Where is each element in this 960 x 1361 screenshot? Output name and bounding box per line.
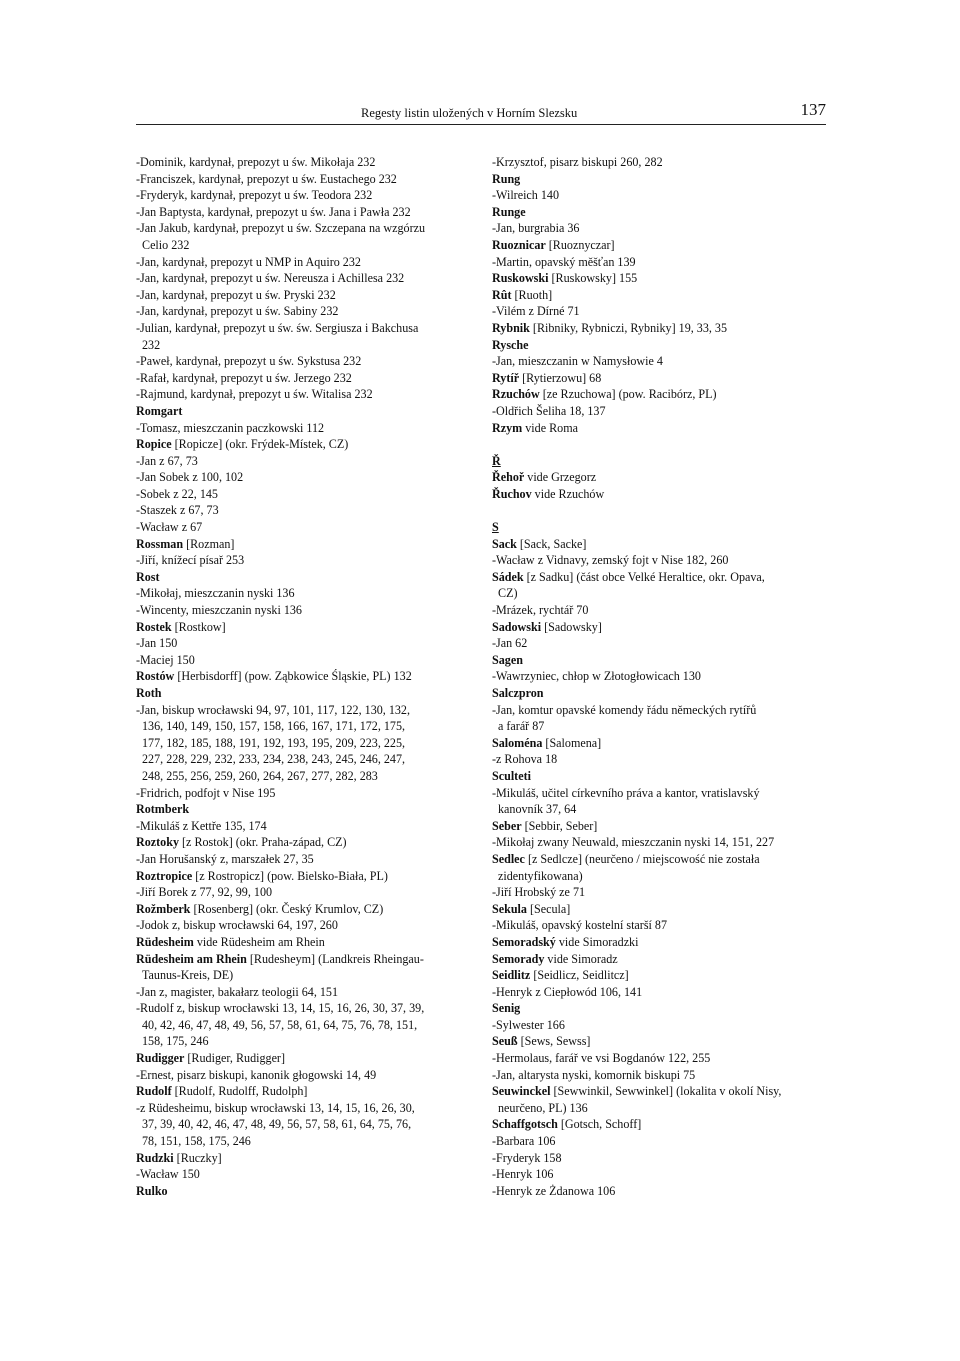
index-headword-line <box>492 237 832 254</box>
index-entry-line <box>136 370 471 387</box>
index-headword-line <box>492 818 832 835</box>
headword: Ruskowski <box>492 271 549 286</box>
page-number: 137 <box>800 100 826 119</box>
headword: Řuchov <box>492 486 532 501</box>
index-headword-line <box>492 951 832 968</box>
headword: Sack <box>492 536 517 551</box>
entry-text: [z Sedlcze] (neurčeno / miejscowość nie została <box>524 851 760 866</box>
index-headword-line <box>492 569 832 586</box>
entry-text: [Ropicze] (okr. Frýdek-Místek, CZ) <box>171 437 349 452</box>
index-entry-line <box>136 1067 471 1084</box>
index-entry-line <box>136 884 471 901</box>
index-entry-line <box>492 702 832 719</box>
entry-text: vide Simoradzki <box>555 934 639 949</box>
entry-text: [Rostkow] <box>171 619 226 634</box>
entry-text: -Mrázek, rychtář 70 <box>492 603 589 618</box>
entry-text: -Jan 150 <box>136 636 178 651</box>
index-entry-line <box>492 834 832 851</box>
index-headword-line <box>492 370 832 387</box>
headword: Rysche <box>492 337 529 352</box>
entry-text: [Rosenberg] (okr. Český Krumlov, CZ) <box>190 901 384 916</box>
entry-text: 248, 255, 256, 259, 260, 264, 267, 277, 282, 283 <box>142 768 378 783</box>
headword: Rulko <box>136 1183 168 1198</box>
index-entry-line <box>136 270 471 287</box>
entry-text: -Jan, mieszczanin w Namysłowie 4 <box>492 354 663 369</box>
headword: Rožmberk <box>136 901 191 916</box>
index-entry-line <box>492 635 832 652</box>
entry-text: -Jan, kardynał, prepozyt u św. Nereusza i Achillesa 232 <box>136 271 405 286</box>
index-headword-line <box>136 1150 471 1167</box>
index-entry-line <box>492 1067 832 1084</box>
index-entry-line <box>136 635 471 652</box>
index-headword-line <box>492 320 832 337</box>
index-headword-line <box>136 951 471 968</box>
entry-text: -Wacław 150 <box>136 1167 200 1182</box>
entry-text: -Jan, kardynał, prepozyt u św. Pryski 232 <box>136 287 336 302</box>
entry-text: -Jan Sobek z 100, 102 <box>136 470 244 485</box>
index-headword-line <box>492 1083 832 1100</box>
index-entry-line <box>492 585 832 602</box>
entry-text: [Rozman] <box>183 536 235 551</box>
entry-text: 232 <box>142 337 161 352</box>
index-entry-line <box>136 984 471 1001</box>
index-entry-line <box>136 735 471 752</box>
entry-text: [Secula] <box>526 901 571 916</box>
index-entry-line <box>492 1150 832 1167</box>
entry-text: [Sebbir, Seber] <box>521 818 598 833</box>
headword: Rost <box>136 569 160 584</box>
index-headword-line <box>492 1033 832 1050</box>
spacer <box>492 502 832 519</box>
entry-text: -Mikuláš, učitel církevního práva a kantor, vratislavský <box>492 785 760 800</box>
index-entry-line <box>492 751 832 768</box>
headword: Rung <box>492 171 521 186</box>
entry-text: -Rajmund, kardynał, prepozyt u św. Witalisa 232 <box>136 387 373 402</box>
headword: Ruoznicar <box>492 237 546 252</box>
index-headword-line <box>492 536 832 553</box>
index-entry-line <box>492 303 832 320</box>
index-entry-line <box>492 403 832 420</box>
entry-text: -Fryderyk 158 <box>492 1150 562 1165</box>
entry-text: [Seidlicz, Seidlitcz] <box>530 968 629 983</box>
entry-text: -Tomasz, mieszczanin paczkowski 112 <box>136 420 325 435</box>
entry-text: [Ruczky] <box>173 1150 222 1165</box>
entry-text: -Wacław z 67 <box>136 520 203 535</box>
entry-text: [Sack, Sacke] <box>516 536 587 551</box>
headword: Rytíř <box>492 370 520 385</box>
entry-text: -Hermolaus, farář ve vsi Bogdanów 122, 255 <box>492 1051 711 1066</box>
entry-text: zidentyfikowana) <box>498 868 583 883</box>
index-entry-line <box>136 469 471 486</box>
entry-text: Taunus-Kreis, DE) <box>142 968 234 983</box>
index-entry-line <box>136 967 471 984</box>
entry-text: -z Rüdesheimu, biskup wrocławski 13, 14, 15, 16, 26, 30, <box>136 1100 415 1115</box>
entry-text: -Mikuláš z Kettře 135, 174 <box>136 818 267 833</box>
index-entry-line <box>136 1100 471 1117</box>
index-headword-line <box>136 1083 471 1100</box>
index-entry-line <box>136 1033 471 1050</box>
index-entry-line <box>136 1133 471 1150</box>
entry-text: -Jiří Hrobský ze 71 <box>492 885 586 900</box>
headword: Seidlitz <box>492 968 531 983</box>
entry-text: kanovník 37, 64 <box>498 802 577 817</box>
entry-text: [Herbisdorff] (pow. Ząbkowice Śląskie, PL) 132 <box>174 669 412 684</box>
entry-text: 227, 228, 229, 232, 233, 234, 238, 243, 245, 246, 247, <box>142 752 406 767</box>
entry-text: -Vilém z Dírné 71 <box>492 304 580 319</box>
index-entry-line <box>492 254 832 271</box>
index-entry-line <box>136 1017 471 1034</box>
entry-text: -Jan, altarysta nyski, komornik biskupi 75 <box>492 1067 696 1082</box>
entry-text: 158, 175, 246 <box>142 1034 209 1049</box>
index-entry-line <box>136 187 471 204</box>
index-entry-line <box>136 652 471 669</box>
headword: Runge <box>492 204 526 219</box>
letter-heading-text: S <box>492 520 499 535</box>
index-entry-line <box>136 851 471 868</box>
headword: Saloména <box>492 735 543 750</box>
index-entry-line <box>136 386 471 403</box>
entry-text: vide Rüdesheim am Rhein <box>193 934 325 949</box>
index-entry-line <box>136 785 471 802</box>
entry-text: -Jan 62 <box>492 636 528 651</box>
index-headword-line <box>492 204 832 221</box>
entry-text: [Ruskowsky] 155 <box>548 271 638 286</box>
index-entry-line <box>492 1050 832 1067</box>
index-headword-line <box>136 569 471 586</box>
index-headword-line <box>136 801 471 818</box>
headword: Sedlec <box>492 851 525 866</box>
index-entry-line <box>136 502 471 519</box>
index-headword-line <box>136 1050 471 1067</box>
index-entry-line <box>492 552 832 569</box>
entry-text: [Rytierzowu] 68 <box>519 370 602 385</box>
headword: Salczpron <box>492 686 544 700</box>
index-headword-line <box>136 1183 471 1200</box>
entry-text: -Maciej 150 <box>136 652 195 667</box>
index-entry-line <box>136 1116 471 1133</box>
index-headword-line <box>136 436 471 453</box>
entry-text: -Fryderyk, kardynał, prepozyt u św. Teodora 232 <box>136 188 373 203</box>
entry-text: [Ruoth] <box>511 287 553 302</box>
index-headword-line <box>136 685 471 702</box>
entry-text: [Gotsch, Schoff] <box>557 1117 642 1132</box>
index-entry-line <box>136 585 471 602</box>
index-headword-line <box>492 851 832 868</box>
headword: Ropice <box>136 437 172 452</box>
entry-text: -Henryk z Ciepłowód 106, 141 <box>492 984 643 999</box>
index-entry-line <box>492 1166 832 1183</box>
entry-text: -Dominik, kardynał, prepozyt u św. Mikołaja 232 <box>136 155 376 169</box>
entry-text: -Jan Baptysta, kardynał, prepozyt u św. Jana i Pawła 232 <box>136 204 411 219</box>
index-entry-line <box>492 187 832 204</box>
index-entry-line <box>136 1166 471 1183</box>
headword: Rostów <box>136 669 175 684</box>
entry-text: [Ribniky, Rybniczi, Rybniky] 19, 33, 35 <box>529 320 728 335</box>
index-headword-line <box>136 668 471 685</box>
entry-text: [z Rostropicz] (pow. Bielsko-Biała, PL) <box>192 868 388 883</box>
entry-text: [Rudesheym] (Landkreis Rheingau- <box>246 951 424 966</box>
entry-text: [Rudiger, Rudigger] <box>184 1051 285 1066</box>
index-entry-line <box>136 552 471 569</box>
headword: Rudigger <box>136 1051 185 1066</box>
entry-text: -Wincenty, mieszczanin nyski 136 <box>136 603 302 618</box>
index-headword-line <box>492 685 832 702</box>
entry-text: vide Roma <box>522 420 578 435</box>
entry-text: -Rafał, kardynał, prepozyt u św. Jerzego 232 <box>136 370 352 385</box>
entry-text: [Sadowsky] <box>541 619 602 634</box>
index-headword-line <box>492 287 832 304</box>
headword: Sadowski <box>492 619 542 634</box>
index-entry-line <box>136 320 471 337</box>
headword: Roztropice <box>136 868 193 883</box>
index-column-left <box>136 154 471 1199</box>
entry-text: -Jodok z, biskup wrocławski 64, 197, 260 <box>136 918 338 933</box>
entry-text: -Jan, biskup wrocławski 94, 97, 101, 117, 122, 130, 132, <box>136 702 410 717</box>
index-entry-line <box>136 702 471 719</box>
entry-text: [Salomena] <box>542 735 602 750</box>
index-entry-line <box>492 1183 832 1200</box>
headword: Senig <box>492 1001 521 1016</box>
entry-text: -Jan, burgrabia 36 <box>492 221 580 236</box>
index-entry-line <box>136 287 471 304</box>
entry-text: Celio 232 <box>142 237 190 252</box>
letter-heading <box>492 453 832 470</box>
index-entry-line <box>492 154 832 171</box>
index-headword-line <box>136 868 471 885</box>
index-headword-line <box>492 386 832 403</box>
index-entry-line <box>492 801 832 818</box>
entry-text: -Sobek z 22, 145 <box>136 486 218 501</box>
index-headword-line <box>492 1000 832 1017</box>
index-entry-line <box>136 818 471 835</box>
headword: Seuwinckel <box>492 1084 551 1099</box>
index-entry-line <box>136 1000 471 1017</box>
entry-text: [Sews, Sewss] <box>517 1034 591 1049</box>
entry-text: 40, 42, 46, 47, 48, 49, 56, 57, 58, 61, 64, 75, 76, 78, 151, <box>142 1017 418 1032</box>
headword: Roth <box>136 686 162 700</box>
entry-text: neurčeno, PL) 136 <box>498 1100 588 1115</box>
index-entry-line <box>136 420 471 437</box>
index-entry-line <box>136 353 471 370</box>
entry-text: -Sylwester 166 <box>492 1017 565 1032</box>
headword: Rüdesheim <box>136 934 194 949</box>
index-entry-line <box>492 785 832 802</box>
index-headword-line <box>136 536 471 553</box>
index-headword-line <box>492 469 832 486</box>
headword: Rzym <box>492 420 523 435</box>
running-header <box>136 100 826 125</box>
entry-text: [ze Rzuchowa] (pow. Racibórz, PL) <box>539 387 717 402</box>
index-entry-line <box>492 353 832 370</box>
headword: Rudolf <box>136 1084 172 1099</box>
headword: Schaffgotsch <box>492 1117 558 1132</box>
letter-heading <box>492 519 832 536</box>
index-entry-line <box>492 1133 832 1150</box>
index-headword-line <box>492 934 832 951</box>
entry-text: -Wacław z Vidnavy, zemský fojt v Nise 182, 260 <box>492 553 729 568</box>
index-headword-line <box>492 270 832 287</box>
index-headword-line <box>492 420 832 437</box>
entry-text: -Martin, opavský měšťan 139 <box>492 254 636 269</box>
index-headword-line <box>492 901 832 918</box>
entry-text: -Franciszek, kardynał, prepozyt u św. Eustachego 232 <box>136 171 397 186</box>
entry-text: -Mikuláš, opavský kostelní starší 87 <box>492 918 668 933</box>
entry-text: -z Rohova 18 <box>492 752 558 767</box>
index-entry-line <box>136 204 471 221</box>
entry-text: -Henryk ze Żdanowa 106 <box>492 1183 616 1198</box>
headword: Rotmberk <box>136 802 190 817</box>
entry-text: vide Grzegorz <box>524 470 597 485</box>
entry-text: -Jan, komtur opavské komendy řádu německých rytířů <box>492 702 757 717</box>
index-entry-line <box>136 337 471 354</box>
entry-text: a farář 87 <box>498 719 545 734</box>
index-entry-line <box>492 1100 832 1117</box>
index-entry-line <box>136 220 471 237</box>
letter-heading-text: Ř <box>492 453 501 468</box>
entry-text: -Staszek z 67, 73 <box>136 503 219 518</box>
entry-text: -Jan, kardynał, prepozyt u NMP in Aquiro 232 <box>136 254 361 269</box>
index-headword-line <box>136 619 471 636</box>
entry-text: [Rudolf, Rudolff, Rudolph] <box>171 1084 308 1099</box>
entry-text: 177, 182, 185, 188, 191, 192, 193, 195, 209, 223, 225, <box>142 735 406 750</box>
entry-text: -Oldřich Šeliha 18, 137 <box>492 403 606 418</box>
index-entry-line <box>492 917 832 934</box>
index-entry-line <box>136 453 471 470</box>
index-headword-line <box>492 1116 832 1133</box>
entry-text: -Mikołaj, mieszczanin nyski 136 <box>136 586 295 601</box>
entry-text: -Wawrzyniec, chłop w Złotogłowicach 130 <box>492 669 701 684</box>
entry-text: [Sewwinkil, Sewwinkel] (lokalita v okolí Nisy, <box>550 1084 782 1099</box>
headword: Romgart <box>136 403 183 418</box>
headword: Roztoky <box>136 835 179 850</box>
headword: Rût <box>492 287 512 302</box>
entry-text: -Jiří, knížecí písař 253 <box>136 553 245 568</box>
entry-text: -Paweł, kardynał, prepozyt u św. Sykstusa 232 <box>136 354 362 369</box>
index-entry-line <box>136 718 471 735</box>
headword: Sádek <box>492 569 524 584</box>
entry-text: -Ernest, pisarz biskupi, kanonik głogowski 14, 49 <box>136 1067 377 1082</box>
index-entry-line <box>136 254 471 271</box>
headword: Rudzki <box>136 1150 174 1165</box>
headword: Seber <box>492 818 522 833</box>
entry-text: -Mikołaj zwany Neuwald, mieszczanin nyski 14, 151, 227 <box>492 835 775 850</box>
headword: Sculteti <box>492 768 531 783</box>
entry-text: CZ) <box>498 586 518 601</box>
index-headword-line <box>136 901 471 918</box>
headword: Sagen <box>492 652 523 667</box>
entry-text: -Jan z, magister, bakałarz teologii 64, 151 <box>136 984 339 999</box>
headword: Sekula <box>492 901 527 916</box>
running-title: Regesty listin uložených v Horním Slezsku <box>361 106 578 120</box>
entry-text: [z Sadku] (část obce Velké Heraltice, okr. Opava, <box>523 569 765 584</box>
index-headword-line <box>492 735 832 752</box>
entry-text: -Rudolf z, biskup wrocławski 13, 14, 15, 16, 26, 30, 37, 39, <box>136 1001 425 1016</box>
index-headword-line <box>492 768 832 785</box>
index-entry-line <box>492 220 832 237</box>
index-entry-line <box>492 984 832 1001</box>
headword: Semorady <box>492 951 545 966</box>
index-entry-line <box>136 519 471 536</box>
entry-text: -Jan, kardynał, prepozyt u św. Sabiny 232 <box>136 304 339 319</box>
index-column-right <box>492 154 832 1199</box>
index-entry-line <box>136 751 471 768</box>
index-entry-line <box>492 718 832 735</box>
index-entry-line <box>136 486 471 503</box>
index-entry-line <box>136 602 471 619</box>
index-entry-line <box>136 154 471 171</box>
entry-text: -Jan Horušanský z, marszałek 27, 35 <box>136 851 314 866</box>
index-headword-line <box>136 934 471 951</box>
index-entry-line <box>492 668 832 685</box>
entry-text: -Jan Jakub, kardynał, prepozyt u św. Szczepana na wzgórzu <box>136 221 426 236</box>
headword: Seuß <box>492 1034 518 1049</box>
entry-text: -Jan z 67, 73 <box>136 453 198 468</box>
headword: Rostek <box>136 619 172 634</box>
entry-text: vide Rzuchów <box>531 486 605 501</box>
entry-text: -Jiří Borek z 77, 92, 99, 100 <box>136 885 273 900</box>
index-headword-line <box>136 403 471 420</box>
entry-text: -Fridrich, podfojt v Nise 195 <box>136 785 276 800</box>
index-headword-line <box>492 619 832 636</box>
index-headword-line <box>492 967 832 984</box>
index-headword-line <box>136 834 471 851</box>
index-entry-line <box>492 602 832 619</box>
entry-text: 78, 151, 158, 175, 246 <box>142 1134 251 1149</box>
headword: Rossman <box>136 536 184 551</box>
entry-text: -Henryk 106 <box>492 1167 554 1182</box>
spacer <box>492 436 832 453</box>
entry-text: 136, 140, 149, 150, 157, 158, 166, 167, 171, 172, 175, <box>142 719 406 734</box>
entry-text: -Julian, kardynał, prepozyt u św. św. Sergiusza i Bakchusa <box>136 320 419 335</box>
entry-text: -Wilreich 140 <box>492 188 560 203</box>
index-headword-line <box>492 486 832 503</box>
entry-text: -Krzysztof, pisarz biskupi 260, 282 <box>492 155 663 169</box>
headword: Řehoř <box>492 470 525 485</box>
entry-text: vide Simoradz <box>544 951 618 966</box>
index-headword-line <box>492 652 832 669</box>
entry-text: -Barbara 106 <box>492 1134 556 1149</box>
headword: Rüdesheim am Rhein <box>136 951 247 966</box>
headword: Rzuchów <box>492 387 540 402</box>
headword: Semoradský <box>492 934 556 949</box>
index-entry-line <box>136 303 471 320</box>
headword: Rybnik <box>492 320 530 335</box>
index-entry-line <box>492 1017 832 1034</box>
entry-text: 37, 39, 40, 42, 46, 47, 48, 49, 56, 57, 58, 61, 64, 75, 76, <box>142 1117 412 1132</box>
entry-text: [z Rostok] (okr. Praha-západ, CZ) <box>179 835 347 850</box>
index-entry-line <box>492 868 832 885</box>
entry-text: [Ruoznyczar] <box>545 237 615 252</box>
index-headword-line <box>492 171 832 188</box>
index-entry-line <box>136 237 471 254</box>
index-headword-line <box>492 337 832 354</box>
index-entry-line <box>136 917 471 934</box>
index-entry-line <box>492 884 832 901</box>
index-entry-line <box>136 171 471 188</box>
index-entry-line <box>136 768 471 785</box>
